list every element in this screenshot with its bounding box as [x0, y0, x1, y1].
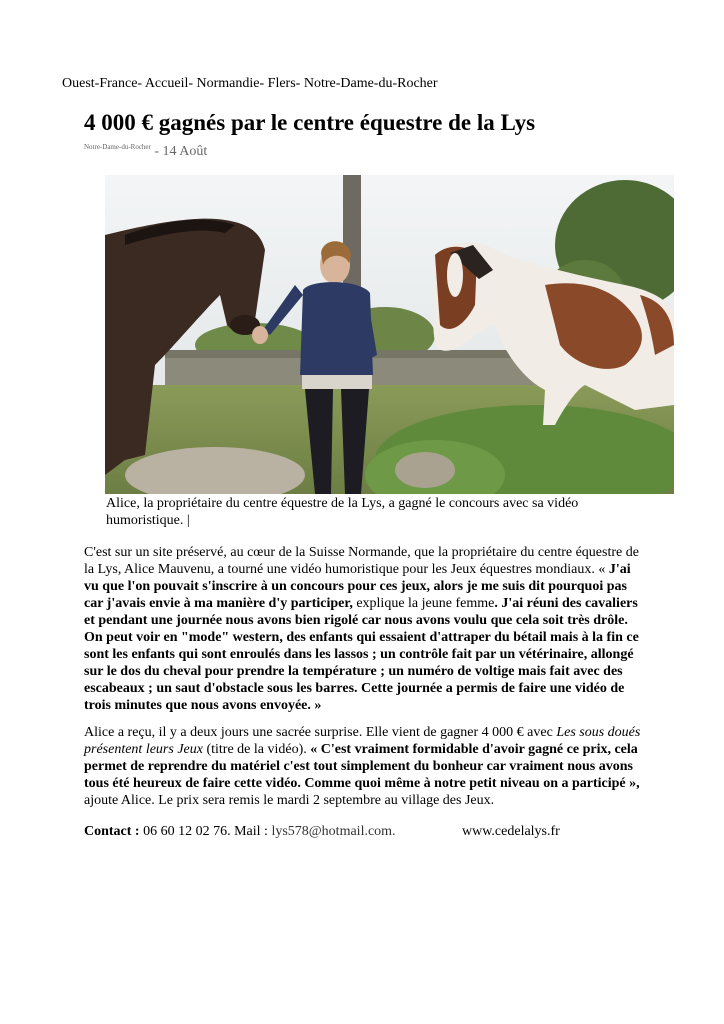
article-photo	[105, 175, 674, 494]
paragraph-text: (titre de la vidéo).	[202, 742, 311, 757]
article-paragraph-2	[84, 724, 642, 809]
contact-line	[84, 823, 396, 840]
photo-caption: Alice, la propriétaire du centre équestre de la Lys, a gagné le concours avec sa vidéo humoristique. |	[106, 496, 579, 528]
breadcrumb-separator: -	[295, 76, 304, 91]
contact-phone: 06 60 12 02 76. Mail :	[139, 824, 272, 839]
breadcrumb-separator: -	[188, 76, 197, 91]
photo-horses-rider-icon	[105, 175, 674, 494]
breadcrumb-separator: -	[137, 76, 145, 91]
quote-text: « C'est vraiment formidable d'avoir gagné ce prix, cela permet de reprendre du matériel c'est tout simplement du bonheur car vraiment nous avons tous été heureux de faire cette vidéo. Comme quoi même à notre petit niveau on a participé »,	[84, 742, 640, 791]
article-paragraph-1	[84, 544, 642, 714]
dateline-place: Notre-Dame-du-Rocher	[84, 143, 151, 151]
dateline-separator: -	[150, 144, 163, 159]
breadcrumb-separator: -	[259, 76, 268, 91]
breadcrumb-flers[interactable]: Flers	[267, 76, 296, 91]
breadcrumb	[62, 75, 438, 93]
contact-email[interactable]: lys578@hotmail.com.	[271, 824, 396, 839]
website-link[interactable]: www.cedelalys.fr	[462, 824, 560, 839]
breadcrumb-accueil[interactable]: Accueil	[144, 76, 189, 91]
dateline-date: 14 Août	[162, 144, 208, 159]
paragraph-text: C'est sur un site préservé, au cœur de la Suisse Normande, que la propriétaire du centre équestre de la Lys, Alice Mauvenu, a tourné une vidéo humoristique pour les Jeux équestres mondiaux. «	[84, 545, 639, 577]
paragraph-text: explique la jeune femme	[352, 596, 495, 611]
paragraph-text: ajoute Alice. Le prix sera remis le mardi 2 septembre au village des Jeux.	[84, 793, 495, 808]
paragraph-text: Alice a reçu, il y a deux jours une sacrée surprise. Elle vient de gagner 4 000 € avec	[84, 725, 557, 740]
quote-text: J'ai vu que l'on pouvait s'inscrire à un concours pour ces jeux, alors je me suis dit pourquoi pas car j'avais envie à ma manière d'y participer,	[84, 562, 631, 611]
dateline	[84, 142, 207, 160]
contact-label: Contact :	[84, 824, 140, 839]
breadcrumb-ouest-france[interactable]: Ouest-France	[62, 76, 138, 91]
quote-text: . J'ai réuni des cavaliers et pendant une journée nous avons bien rigolé car nous avons voulu que cela soit très drôle. On peut voir en "mode" western, des enfants qui essaient d'attraper du bétail mais à la fin ce sont les enfants qui sont enroulés dans les lassos ; un contrôle fait par un vétérinaire, allongé sur le dos du cheval pour prendre la température ; un numéro de voltige mais fait avec des escabeaux ; un saut d'obstacle sous les barres. Cette journée a permis de faire une vidéo de trois minutes que nous avons envoyée. »	[84, 596, 639, 713]
breadcrumb-notre-dame-du-rocher[interactable]: Notre-Dame-du-Rocher	[303, 76, 438, 91]
video-title: Les sous doués présentent leurs Jeux	[84, 725, 641, 757]
article-title: 4 000 € gagnés par le centre équestre de la Lys	[84, 110, 536, 135]
breadcrumb-normandie[interactable]: Normandie	[196, 76, 260, 91]
